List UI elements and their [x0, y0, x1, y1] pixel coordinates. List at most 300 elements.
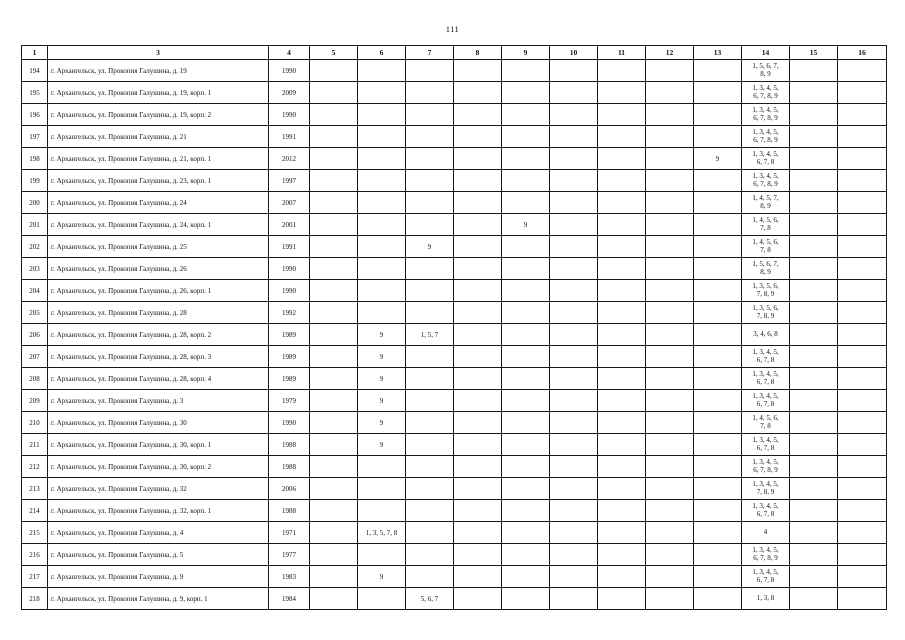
table-row — [22, 346, 887, 368]
cell-col-7 — [406, 82, 454, 104]
year-cell: 1990 — [269, 104, 310, 126]
cell-col-11 — [598, 368, 646, 390]
address-cell: г. Архангельск, ул. Прокопия Галушина, д. 28, корп. 2 — [48, 324, 269, 346]
column-header-3: 3 — [48, 46, 269, 60]
cell-col-5 — [310, 258, 358, 280]
cell-col-8 — [454, 390, 502, 412]
cell-col-10 — [550, 588, 598, 610]
row-number-cell: 206 — [22, 324, 48, 346]
cell-col-12 — [646, 214, 694, 236]
row-number-cell: 204 — [22, 280, 48, 302]
cell-col-11 — [598, 500, 646, 522]
row-number-cell: 213 — [22, 478, 48, 500]
cell-col-8 — [454, 544, 502, 566]
year-cell: 1997 — [269, 170, 310, 192]
cell-col-9 — [502, 60, 550, 82]
cell-col-14: 3, 4, 6, 8 — [742, 324, 790, 346]
cell-col-11 — [598, 522, 646, 544]
cell-col-6: 9 — [358, 324, 406, 346]
cell-col-7 — [406, 60, 454, 82]
cell-col-9 — [502, 500, 550, 522]
year-cell: 1989 — [269, 368, 310, 390]
cell-col-9 — [502, 566, 550, 588]
cell-col-9 — [502, 588, 550, 610]
cell-col-15 — [790, 214, 838, 236]
table-row — [22, 148, 887, 170]
cell-col-7: 9 — [406, 236, 454, 258]
table-row — [22, 60, 887, 82]
cell-col-6: 9 — [358, 434, 406, 456]
cell-col-13 — [694, 588, 742, 610]
cell-col-11 — [598, 390, 646, 412]
cell-col-7 — [406, 478, 454, 500]
year-cell: 1990 — [269, 258, 310, 280]
cell-col-5 — [310, 280, 358, 302]
cell-col-14: 1, 3, 4, 5, 6, 7, 8, 9 — [742, 544, 790, 566]
cell-col-7 — [406, 412, 454, 434]
table-row — [22, 104, 887, 126]
year-cell: 1991 — [269, 236, 310, 258]
cell-col-16 — [838, 126, 887, 148]
cell-col-8 — [454, 258, 502, 280]
address-cell: г. Архангельск, ул. Прокопия Галушина, д. 28, корп. 4 — [48, 368, 269, 390]
cell-col-14: 1, 3, 4, 5, 7, 8, 9 — [742, 478, 790, 500]
cell-col-9 — [502, 192, 550, 214]
table-row — [22, 280, 887, 302]
row-number-cell: 212 — [22, 456, 48, 478]
row-number-cell: 196 — [22, 104, 48, 126]
cell-col-6 — [358, 258, 406, 280]
cell-col-8 — [454, 60, 502, 82]
cell-col-6 — [358, 104, 406, 126]
cell-col-14: 1, 4, 5, 6, 7, 8 — [742, 214, 790, 236]
cell-col-7 — [406, 500, 454, 522]
cell-col-14: 1, 3, 4, 5, 6, 7, 8 — [742, 368, 790, 390]
column-header-16: 16 — [838, 46, 887, 60]
cell-col-10 — [550, 236, 598, 258]
year-cell: 1991 — [269, 126, 310, 148]
column-header-7: 7 — [406, 46, 454, 60]
cell-col-13 — [694, 236, 742, 258]
cell-col-13 — [694, 368, 742, 390]
address-cell: г. Архангельск, ул. Прокопия Галушина, д. 30, корп. 2 — [48, 456, 269, 478]
row-number-cell: 197 — [22, 126, 48, 148]
cell-col-8 — [454, 192, 502, 214]
cell-col-9 — [502, 170, 550, 192]
cell-col-12 — [646, 544, 694, 566]
cell-col-9 — [502, 258, 550, 280]
cell-col-13 — [694, 456, 742, 478]
cell-col-11 — [598, 236, 646, 258]
cell-col-15 — [790, 104, 838, 126]
cell-col-16 — [838, 390, 887, 412]
address-cell: г. Архангельск, ул. Прокопия Галушина, д. 23, корп. 1 — [48, 170, 269, 192]
cell-col-8 — [454, 324, 502, 346]
cell-col-13 — [694, 302, 742, 324]
cell-col-16 — [838, 588, 887, 610]
cell-col-5 — [310, 126, 358, 148]
cell-col-8 — [454, 236, 502, 258]
year-cell: 2007 — [269, 192, 310, 214]
cell-col-6: 9 — [358, 390, 406, 412]
cell-col-12 — [646, 170, 694, 192]
cell-col-6 — [358, 456, 406, 478]
year-cell: 1988 — [269, 434, 310, 456]
cell-col-10 — [550, 346, 598, 368]
cell-col-10 — [550, 148, 598, 170]
table-row — [22, 456, 887, 478]
row-number-cell: 210 — [22, 412, 48, 434]
cell-col-11 — [598, 280, 646, 302]
cell-col-14: 1, 4, 5, 6, 7, 8 — [742, 236, 790, 258]
table-row — [22, 500, 887, 522]
row-number-cell: 216 — [22, 544, 48, 566]
cell-col-9 — [502, 412, 550, 434]
cell-col-5 — [310, 346, 358, 368]
cell-col-14: 1, 3, 4, 5, 6, 7, 8 — [742, 500, 790, 522]
cell-col-12 — [646, 280, 694, 302]
cell-col-5 — [310, 324, 358, 346]
cell-col-16 — [838, 522, 887, 544]
cell-col-9 — [502, 544, 550, 566]
cell-col-6 — [358, 280, 406, 302]
cell-col-8 — [454, 522, 502, 544]
cell-col-6: 9 — [358, 566, 406, 588]
year-cell: 1988 — [269, 500, 310, 522]
column-header-14: 14 — [742, 46, 790, 60]
cell-col-7 — [406, 390, 454, 412]
row-number-cell: 215 — [22, 522, 48, 544]
cell-col-7 — [406, 544, 454, 566]
cell-col-15 — [790, 390, 838, 412]
cell-col-10 — [550, 456, 598, 478]
cell-col-10 — [550, 412, 598, 434]
table-row — [22, 324, 887, 346]
cell-col-9 — [502, 302, 550, 324]
row-number-cell: 200 — [22, 192, 48, 214]
cell-col-11 — [598, 82, 646, 104]
cell-col-6 — [358, 544, 406, 566]
cell-col-7 — [406, 522, 454, 544]
cell-col-6: 1, 3, 5, 7, 8 — [358, 522, 406, 544]
cell-col-12 — [646, 522, 694, 544]
cell-col-12 — [646, 478, 694, 500]
cell-col-12 — [646, 148, 694, 170]
cell-col-12 — [646, 236, 694, 258]
cell-col-8 — [454, 478, 502, 500]
column-header-6: 6 — [358, 46, 406, 60]
cell-col-9 — [502, 522, 550, 544]
row-number-cell: 205 — [22, 302, 48, 324]
year-cell: 1989 — [269, 346, 310, 368]
table-row — [22, 368, 887, 390]
cell-col-5 — [310, 434, 358, 456]
cell-col-12 — [646, 390, 694, 412]
cell-col-7 — [406, 258, 454, 280]
cell-col-13 — [694, 170, 742, 192]
cell-col-5 — [310, 236, 358, 258]
cell-col-5 — [310, 566, 358, 588]
cell-col-14: 4 — [742, 522, 790, 544]
cell-col-7 — [406, 192, 454, 214]
cell-col-14: 1, 3, 4, 5, 6, 7, 8 — [742, 346, 790, 368]
cell-col-15 — [790, 148, 838, 170]
cell-col-12 — [646, 456, 694, 478]
cell-col-15 — [790, 236, 838, 258]
cell-col-11 — [598, 456, 646, 478]
cell-col-9 — [502, 82, 550, 104]
cell-col-6 — [358, 148, 406, 170]
address-cell: г. Архангельск, ул. Прокопия Галушина, д. 32, корп. 1 — [48, 500, 269, 522]
cell-col-6 — [358, 126, 406, 148]
cell-col-10 — [550, 126, 598, 148]
year-cell: 2012 — [269, 148, 310, 170]
cell-col-14: 1, 3, 4, 5, 6, 7, 8, 9 — [742, 126, 790, 148]
cell-col-16 — [838, 82, 887, 104]
column-header-12: 12 — [646, 46, 694, 60]
address-cell: г. Архангельск, ул. Прокопия Галушина, д. 9 — [48, 566, 269, 588]
cell-col-16 — [838, 280, 887, 302]
cell-col-7 — [406, 170, 454, 192]
row-number-cell: 208 — [22, 368, 48, 390]
cell-col-11 — [598, 192, 646, 214]
cell-col-10 — [550, 434, 598, 456]
cell-col-14: 1, 3, 4, 5, 6, 7, 8, 9 — [742, 82, 790, 104]
cell-col-10 — [550, 478, 598, 500]
cell-col-16 — [838, 258, 887, 280]
table-row — [22, 588, 887, 610]
cell-col-10 — [550, 390, 598, 412]
cell-col-8 — [454, 126, 502, 148]
cell-col-11 — [598, 544, 646, 566]
column-header-1: 1 — [22, 46, 48, 60]
cell-col-13 — [694, 258, 742, 280]
cell-col-15 — [790, 544, 838, 566]
cell-col-14: 1, 5, 6, 7, 8, 9 — [742, 258, 790, 280]
cell-col-5 — [310, 478, 358, 500]
cell-col-7 — [406, 126, 454, 148]
cell-col-5 — [310, 368, 358, 390]
row-number-cell: 209 — [22, 390, 48, 412]
cell-col-15 — [790, 566, 838, 588]
column-header-5: 5 — [310, 46, 358, 60]
cell-col-5 — [310, 544, 358, 566]
cell-col-5 — [310, 412, 358, 434]
cell-col-10 — [550, 522, 598, 544]
cell-col-5 — [310, 390, 358, 412]
cell-col-5 — [310, 456, 358, 478]
cell-col-13 — [694, 82, 742, 104]
cell-col-12 — [646, 588, 694, 610]
cell-col-13: 9 — [694, 148, 742, 170]
cell-col-13 — [694, 214, 742, 236]
cell-col-7 — [406, 148, 454, 170]
row-number-cell: 211 — [22, 434, 48, 456]
cell-col-11 — [598, 588, 646, 610]
cell-col-16 — [838, 478, 887, 500]
cell-col-13 — [694, 478, 742, 500]
address-cell: г. Архангельск, ул. Прокопия Галушина, д. 3 — [48, 390, 269, 412]
cell-col-13 — [694, 324, 742, 346]
table-row — [22, 302, 887, 324]
column-header-10: 10 — [550, 46, 598, 60]
cell-col-7: 5, 6, 7 — [406, 588, 454, 610]
cell-col-11 — [598, 324, 646, 346]
table-row — [22, 478, 887, 500]
cell-col-7 — [406, 346, 454, 368]
cell-col-12 — [646, 566, 694, 588]
row-number-cell: 207 — [22, 346, 48, 368]
table-row — [22, 192, 887, 214]
cell-col-6 — [358, 60, 406, 82]
address-cell: г. Архангельск, ул. Прокопия Галушина, д. 28 — [48, 302, 269, 324]
cell-col-15 — [790, 368, 838, 390]
cell-col-11 — [598, 126, 646, 148]
cell-col-13 — [694, 566, 742, 588]
cell-col-5 — [310, 104, 358, 126]
cell-col-12 — [646, 324, 694, 346]
cell-col-16 — [838, 368, 887, 390]
cell-col-8 — [454, 566, 502, 588]
cell-col-12 — [646, 302, 694, 324]
cell-col-9 — [502, 346, 550, 368]
cell-col-5 — [310, 500, 358, 522]
cell-col-15 — [790, 302, 838, 324]
cell-col-15 — [790, 500, 838, 522]
cell-col-8 — [454, 588, 502, 610]
cell-col-12 — [646, 192, 694, 214]
address-cell: г. Архангельск, ул. Прокопия Галушина, д. 21 — [48, 126, 269, 148]
cell-col-10 — [550, 170, 598, 192]
row-number-cell: 194 — [22, 60, 48, 82]
cell-col-8 — [454, 280, 502, 302]
address-cell: г. Архангельск, ул. Прокопия Галушина, д. 21, корп. 1 — [48, 148, 269, 170]
cell-col-7 — [406, 566, 454, 588]
cell-col-7 — [406, 280, 454, 302]
cell-col-15 — [790, 126, 838, 148]
row-number-cell: 218 — [22, 588, 48, 610]
cell-col-14: 1, 5, 6, 7, 8, 9 — [742, 60, 790, 82]
cell-col-8 — [454, 434, 502, 456]
cell-col-6: 9 — [358, 346, 406, 368]
row-number-cell: 203 — [22, 258, 48, 280]
cell-col-9: 9 — [502, 214, 550, 236]
cell-col-15 — [790, 434, 838, 456]
cell-col-13 — [694, 500, 742, 522]
year-cell: 1983 — [269, 566, 310, 588]
cell-col-6 — [358, 478, 406, 500]
table-row — [22, 258, 887, 280]
cell-col-13 — [694, 434, 742, 456]
column-header-9: 9 — [502, 46, 550, 60]
row-number-cell: 214 — [22, 500, 48, 522]
year-cell: 2001 — [269, 214, 310, 236]
address-cell: г. Архангельск, ул. Прокопия Галушина, д. 26 — [48, 258, 269, 280]
cell-col-9 — [502, 478, 550, 500]
cell-col-7 — [406, 368, 454, 390]
cell-col-10 — [550, 280, 598, 302]
cell-col-16 — [838, 434, 887, 456]
column-header-4: 4 — [269, 46, 310, 60]
cell-col-12 — [646, 82, 694, 104]
table-row — [22, 544, 887, 566]
year-cell: 1990 — [269, 412, 310, 434]
cell-col-15 — [790, 60, 838, 82]
cell-col-6 — [358, 214, 406, 236]
cell-col-12 — [646, 60, 694, 82]
cell-col-8 — [454, 456, 502, 478]
year-cell: 1977 — [269, 544, 310, 566]
row-number-cell: 217 — [22, 566, 48, 588]
cell-col-6 — [358, 170, 406, 192]
year-cell: 1990 — [269, 60, 310, 82]
cell-col-7 — [406, 214, 454, 236]
cell-col-6 — [358, 82, 406, 104]
cell-col-10 — [550, 500, 598, 522]
cell-col-14: 1, 3, 8 — [742, 588, 790, 610]
year-cell: 1971 — [269, 522, 310, 544]
column-header-15: 15 — [790, 46, 838, 60]
cell-col-16 — [838, 214, 887, 236]
address-cell: г. Архангельск, ул. Прокопия Галушина, д. 9, корп. 1 — [48, 588, 269, 610]
cell-col-16 — [838, 236, 887, 258]
cell-col-9 — [502, 456, 550, 478]
table-row — [22, 522, 887, 544]
cell-col-5 — [310, 148, 358, 170]
cell-col-9 — [502, 148, 550, 170]
row-number-cell: 202 — [22, 236, 48, 258]
cell-col-11 — [598, 214, 646, 236]
cell-col-8 — [454, 412, 502, 434]
cell-col-5 — [310, 82, 358, 104]
table-row — [22, 412, 887, 434]
cell-col-15 — [790, 588, 838, 610]
header-row — [22, 46, 887, 60]
cell-col-8 — [454, 214, 502, 236]
cell-col-13 — [694, 544, 742, 566]
cell-col-14: 1, 3, 4, 5, 6, 7, 8 — [742, 566, 790, 588]
cell-col-15 — [790, 192, 838, 214]
cell-col-11 — [598, 148, 646, 170]
year-cell: 1984 — [269, 588, 310, 610]
cell-col-8 — [454, 346, 502, 368]
cell-col-14: 1, 3, 4, 5, 6, 7, 8 — [742, 148, 790, 170]
cell-col-8 — [454, 368, 502, 390]
cell-col-6: 9 — [358, 412, 406, 434]
year-cell: 2009 — [269, 82, 310, 104]
cell-col-13 — [694, 280, 742, 302]
cell-col-10 — [550, 192, 598, 214]
address-cell: г. Архангельск, ул. Прокопия Галушина, д. 19 — [48, 60, 269, 82]
cell-col-14: 1, 4, 5, 6, 7, 8 — [742, 412, 790, 434]
cell-col-10 — [550, 324, 598, 346]
cell-col-16 — [838, 566, 887, 588]
cell-col-10 — [550, 258, 598, 280]
cell-col-13 — [694, 104, 742, 126]
table-row — [22, 236, 887, 258]
cell-col-8 — [454, 82, 502, 104]
cell-col-15 — [790, 280, 838, 302]
cell-col-16 — [838, 192, 887, 214]
cell-col-16 — [838, 346, 887, 368]
cell-col-13 — [694, 522, 742, 544]
cell-col-8 — [454, 170, 502, 192]
cell-col-9 — [502, 280, 550, 302]
cell-col-6 — [358, 500, 406, 522]
cell-col-7: 1, 5, 7 — [406, 324, 454, 346]
address-cell: г. Архангельск, ул. Прокопия Галушина, д. 28, корп. 3 — [48, 346, 269, 368]
cell-col-10 — [550, 368, 598, 390]
